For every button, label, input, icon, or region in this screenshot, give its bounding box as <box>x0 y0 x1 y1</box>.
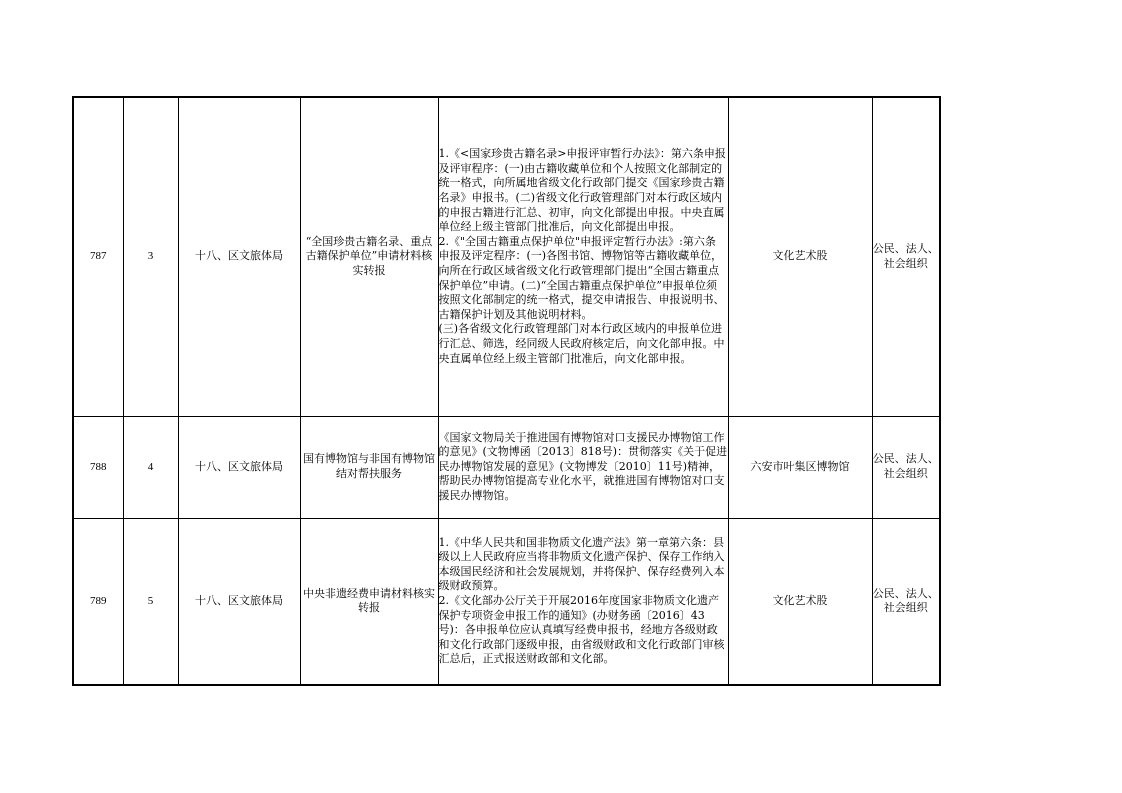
dept-cell: 十八、区文旅体局 <box>178 416 300 518</box>
unit-cell: 文化艺术股 <box>728 97 872 416</box>
target-cell: 公民、法人、社会组织 <box>872 97 940 416</box>
table-row <box>73 416 940 518</box>
seq-cell: 789 <box>73 518 123 685</box>
seq-cell: 788 <box>73 416 123 518</box>
basis-text: 《国家文物局关于推进国有博物馆对口支援民办博物馆工作的意见》(文物博函〔2013〕818号)：贯彻落实《关于促进民办博物馆发展的意见》(文物博发〔2010〕11号)精神，帮助民办博物馆提高专业化水平，就推进国有博物馆对口支援民办博物馆。 <box>438 430 728 502</box>
unit-cell: 文化艺术股 <box>728 518 872 685</box>
basis-cell <box>438 416 728 518</box>
basis-text: 1.《中华人民共和国非物质文化遗产法》第一章第六条：县级以上人民政府应当将非物质文化遗产保护、保存工作纳入本级国民经济和社会发展规划，并将保护、保存经费列入本级财政预算。 2.《文化部办公厅关于开展2016年度国家非物质文化遗产保护专项资金申报工作的通知》(办财务函〔2016〕43号)：各申报单位应认真填写经费申报书，经地方各级财政和文化行政部门逐级申报，由省级财政和文化行政部门审核汇总后，正式报送财政部和文化部。 <box>438 535 725 666</box>
service-table <box>72 96 941 686</box>
item-cell: 国有博物馆与非国有博物馆结对帮扶服务 <box>300 416 438 518</box>
sub-seq-cell: 3 <box>123 97 178 416</box>
unit-cell: 六安市叶集区博物馆 <box>728 416 872 518</box>
table-row <box>73 518 940 685</box>
dept-cell: 十八、区文旅体局 <box>178 518 300 685</box>
item-cell: 中央非遗经费申请材料核实转报 <box>300 518 438 685</box>
table-row <box>73 97 940 416</box>
basis-text: 1.《<国家珍贵古籍名录>申报评审暂行办法》：第六条申报及评审程序：(一)由古籍收藏单位和个人按照文化部制定的统一格式，向所属地省级文化行政部门提交《国家珍贵古籍名录》申报书。(二)省级文化行政管理部门对本行政区域内的申报古籍进行汇总、初审，向文化部提出申报。中央直属单位经上级主管部门批准后，向文化部提出申报。 2.《"全国古籍重点保护单位"申报评定暂行办法》:第六条 申报及评定程序：(一)各图书馆、博物馆等古籍收藏单位，向所在行政区域省级文化行政管理部门提出“全国古籍重点保护单位”申请。(二)“全国古籍重点保护单位”申报单位须按照文化部制定的统一格式，提交申请报告、申报说明书、古籍保护计划及其他说明材料。 (三)各省级文化行政管理部门对本行政区域内的申报单位进行汇总、筛选，经同级人民政府核定后，向文化部申报。中央直属单位经上级主管部门批准后，向文化部申报。 <box>438 147 726 365</box>
basis-cell <box>438 97 728 416</box>
sub-seq-cell: 5 <box>123 518 178 685</box>
sub-seq-cell: 4 <box>123 416 178 518</box>
dept-cell: 十八、区文旅体局 <box>178 97 300 416</box>
item-cell: “全国珍贵古籍名录、重点古籍保护单位”申请材料核实转报 <box>300 97 438 416</box>
seq-cell: 787 <box>73 97 123 416</box>
target-cell: 公民、法人、社会组织 <box>872 416 940 518</box>
basis-cell <box>438 518 728 685</box>
target-cell: 公民、法人、社会组织 <box>872 518 940 685</box>
